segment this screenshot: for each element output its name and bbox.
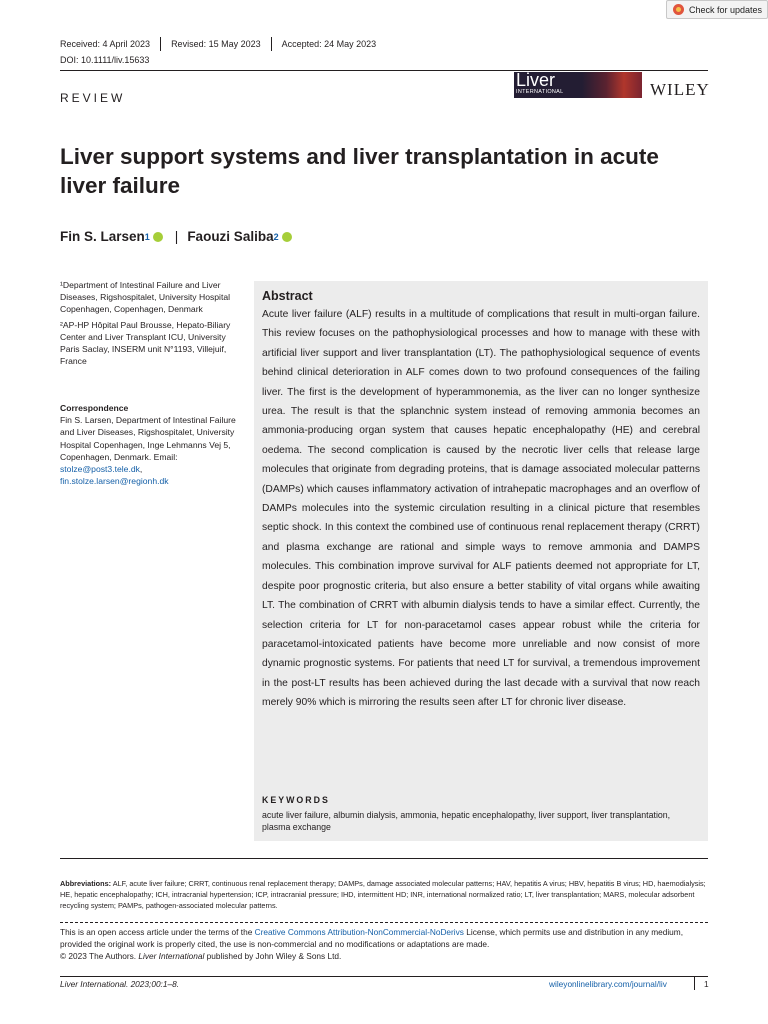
revised-date: Revised: 15 May 2023 — [171, 39, 261, 49]
orcid-icon[interactable] — [282, 232, 292, 242]
header-rule — [60, 70, 708, 71]
orcid-icon[interactable] — [153, 232, 163, 242]
author-name[interactable]: Faouzi Saliba — [187, 229, 274, 244]
abbreviations-label: Abbreviations: — [60, 879, 112, 888]
author-divider: | — [174, 229, 179, 244]
copyright-text: published by John Wiley & Sons Ltd. — [204, 951, 342, 962]
footer-journal-link[interactable]: wileyonlinelibrary.com/journal/liv — [549, 979, 667, 989]
correspondence — [60, 402, 240, 487]
article-dates — [60, 37, 376, 51]
check-for-updates-button[interactable] — [666, 0, 768, 19]
logo-international-text: INTERNATIONAL — [516, 89, 564, 95]
accepted-date: Accepted: 24 May 2023 — [281, 39, 377, 49]
section-rule — [60, 858, 708, 859]
date-divider — [271, 37, 272, 51]
email-link[interactable]: stolze@post3.tele.dk — [60, 464, 140, 475]
correspondence-text — [60, 414, 240, 487]
affiliations — [60, 279, 240, 367]
doi[interactable]: DOI: 10.1111/liv.15633 — [60, 55, 150, 65]
journal-logo — [514, 72, 642, 98]
correspondence-address: Fin S. Larsen, Department of Intestinal Failure and Liver Diseases, Rigshospitalet, University Hospital Copenhagen, Inge Lehmanns Vej 5, Copenhagen, Denmark. — [60, 415, 236, 462]
author-list — [60, 229, 292, 244]
author-name[interactable]: Fin S. Larsen — [60, 229, 145, 244]
footer-rule — [60, 976, 708, 977]
copyright-text: © 2023 The Authors. — [60, 951, 139, 962]
license-rule — [60, 922, 708, 923]
copyright-journal: Liver International — [138, 951, 205, 962]
check-updates-label: Check for updates — [689, 4, 763, 15]
date-divider — [160, 37, 161, 51]
author-affiliation-marker[interactable]: 2 — [273, 231, 279, 242]
abbreviations-text: ALF, acute liver failure; CRRT, continuous renal replacement therapy; DAMPs, damage associated molecular patterns; HAV, hepatitis A virus; HBV, hepatitis B virus; HD, haemodialysis; HE, hepatic encephalopathy; ICH, intracranial hypertension; ICP, intracranial pressure; IHD, intermittent HD; INR, international normalized ratio; LT, liver transplantation; MARS, molecular adsorbent recycling system; PAMPs, pathogen-associated molecular patterns. — [60, 879, 706, 910]
license-text: License, which permits use and distribution in any medium, provided the original work is properly cited, the use is non-commercial and no modifications or adaptations are made. — [60, 927, 684, 950]
email-label: Email: — [153, 451, 178, 462]
received-date: Received: 4 April 2023 — [60, 39, 151, 49]
license-text: This is an open access article under the terms of the — [60, 927, 255, 937]
keywords-text: acute liver failure, albumin dialysis, ammonia, hepatic encephalopathy, liver support, liver transplantation, plasma exchange — [262, 810, 671, 833]
footer-divider — [694, 976, 695, 990]
abstract-text: Acute liver failure (ALF) results in a multitude of complications that result in multi-organ failure. This review focuses on the pathophysiological processes and how to manage with these with artificial liver support and liver transplantation (LT). The pathophysiological sequence of events behind clinical deterioration in ALF comes down to two profound consequences of the failing liver. The first is the development of hyperammonemia, as the liver can no longer synthesize urea. The result is that the splanchnic system instead of removing ammonia becomes an ammonia-producing organ system that causes hepatic encephalopathy (HE) and cerebral oedema. The second complication is caused by the necrotic liver cells that release large molecules that originate from degrading proteins, that is damage associated molecular patterns (DAMPs) which causes inflammatory activation of intrahepatic macrophages and an overflow of DAMPs molecules into the systemic circulation resulting in a clinical picture that resembles septic shock. In this context the combined use of continuous renal replacement therapy (CRRT) and plasma exchange are rational and simple ways to remove ammonia and DAMPS molecules. This combination improve survival for ALF patients deemed not appropriate for LT, despite poor prognostic criteria, but also ensure a better stability of vital organs while awaiting LT. The combination of CRRT with albumin dialysis tends to have a similar effect. Currently, the selection criteria for LT for non-paracetamol cases appear robust while the criteria for paracetamol-intoxicated patients have become more unreliable and now consist of more dynamic prognostic systems. For patients that need LT for survival, a tremendous improvement in the post-LT results has been achieved during the last decade with a survival that now reach merely 90% which is mirroring the results seen after LT for chronic liver disease. — [262, 309, 700, 709]
email-separator: , — [139, 464, 143, 475]
footer-citation: Liver International. 2023;00:1–8. — [60, 979, 180, 989]
page-number: 1 — [704, 979, 709, 989]
correspondence-heading: Correspondence — [60, 403, 129, 413]
license-notice — [60, 926, 708, 963]
logo-liver-text: Liver — [516, 72, 556, 90]
affiliation-2: ²AP-HP Hôpital Paul Brousse, Hepato-Biliary Center and Liver Transplant ICU, University Paris Saclay, INSERM unit N°1193, Villejuif, France — [60, 319, 231, 367]
license-link[interactable]: Creative Commons Attribution-NonCommercial-NoDerivs — [254, 927, 464, 937]
email-link[interactable]: fin.stolze.larsen@regionh.dk — [60, 476, 169, 487]
article-title: Liver support systems and liver transplantation in acute liver failure — [60, 144, 659, 198]
logo-artwork — [582, 72, 642, 98]
publisher-logo: WILEY — [650, 80, 710, 99]
section-label: REVIEW — [60, 91, 126, 105]
abbreviations — [60, 878, 708, 911]
keywords-heading: KEYWORDS — [262, 795, 330, 805]
affiliation-1: ¹Department of Intestinal Failure and Liver Diseases, Rigshospitalet, University Hospital Copenhagen, Copenhagen, Denmark — [60, 280, 231, 315]
abstract-heading: Abstract — [262, 289, 313, 303]
author-affiliation-marker[interactable]: 1 — [144, 231, 150, 242]
check-updates-icon — [673, 4, 684, 15]
